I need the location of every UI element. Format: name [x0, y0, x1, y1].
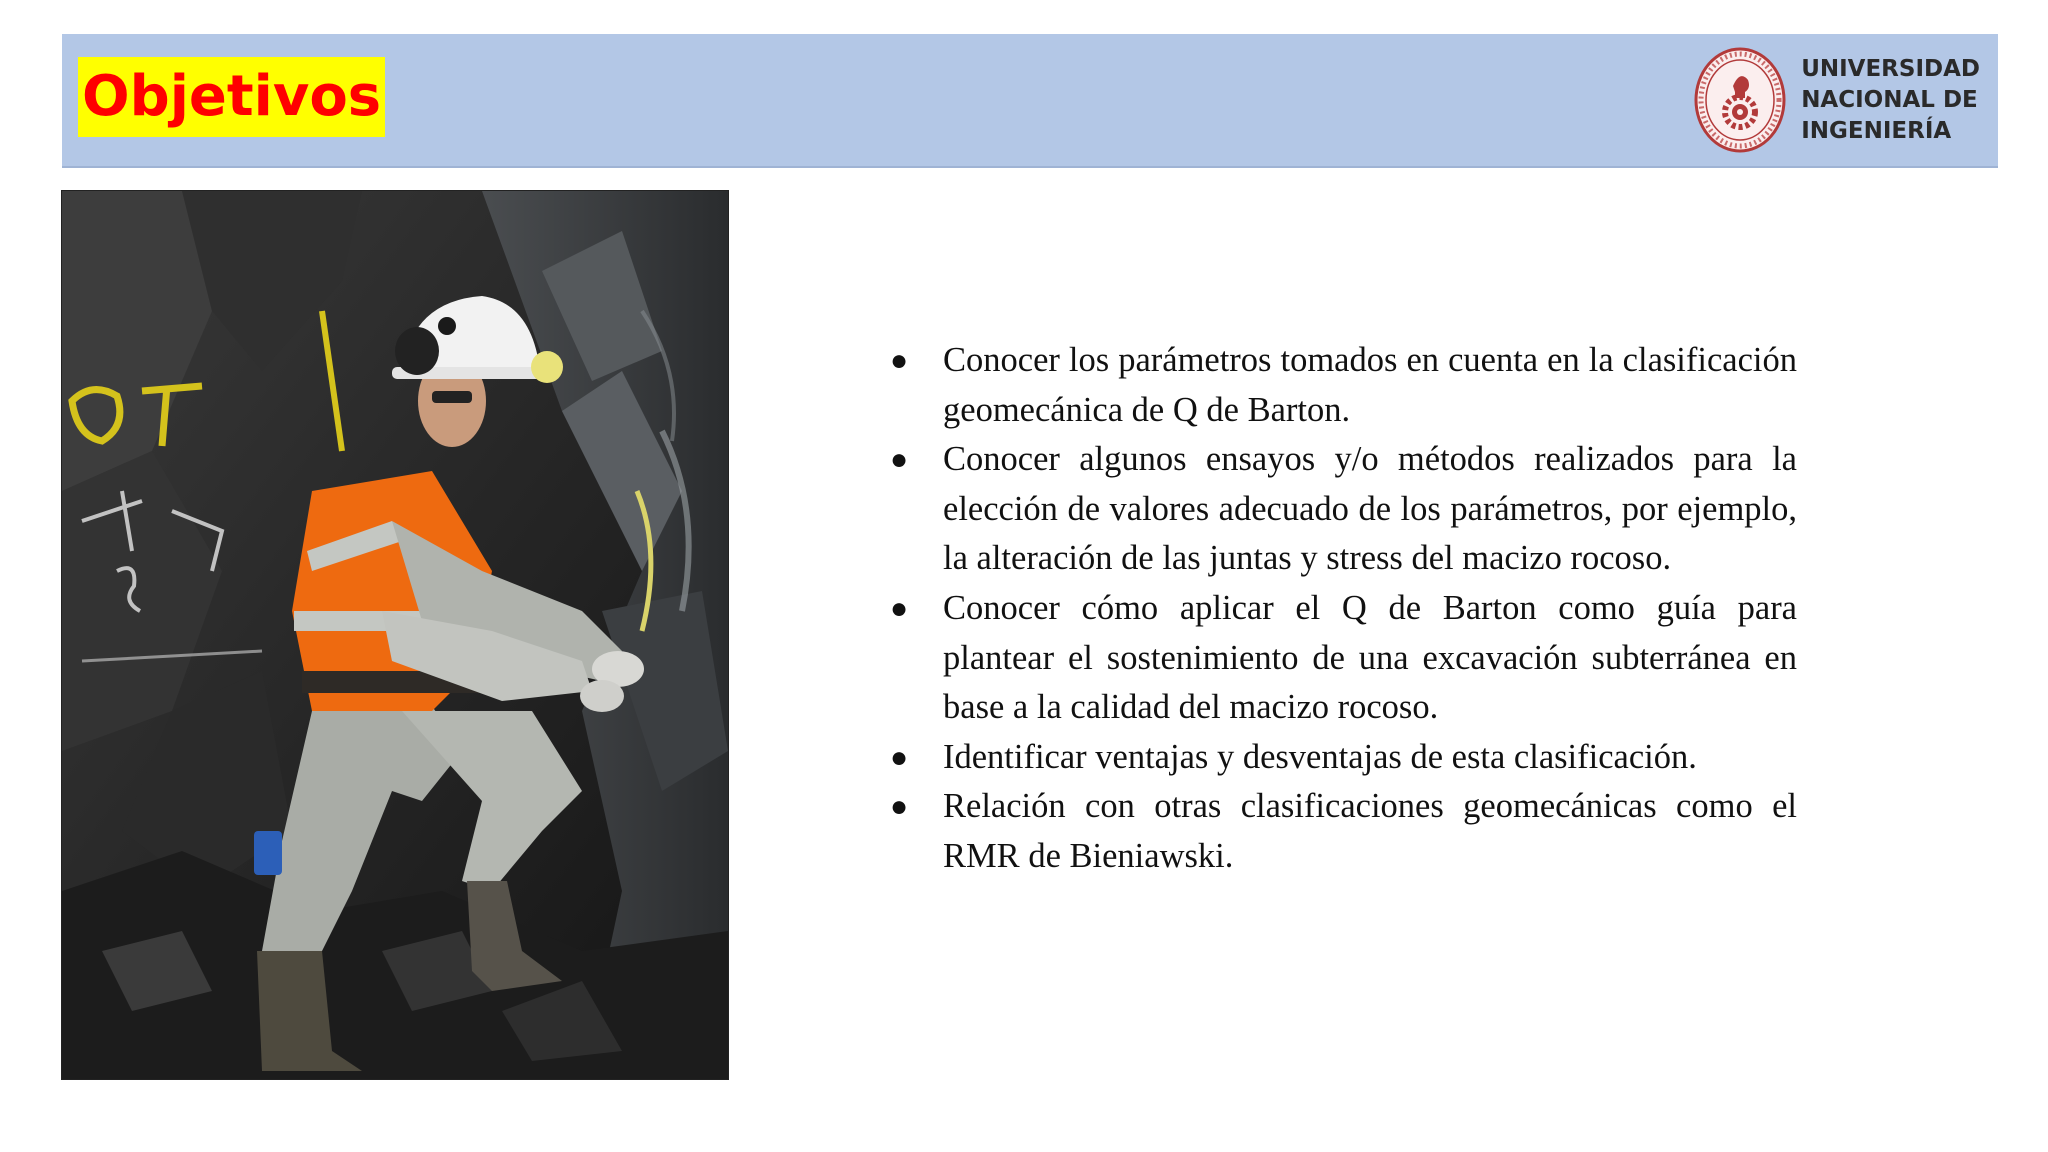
title-highlight: [78, 57, 385, 137]
header-bar: [62, 34, 1998, 168]
page-title: Objetivos: [82, 64, 382, 129]
bullet-icon: ●: [890, 344, 909, 377]
list-item-text: Conocer algunos ensayos y/o métodos realizados para la elección de valores adecuado de los parámetros, por ejemplo, la alteración de las juntas y stress del macizo rocoso.: [943, 440, 1797, 578]
list-item-text: Identificar ventajas y desventajas de esta clasificación.: [943, 737, 1697, 776]
bullet-icon: ●: [890, 740, 909, 774]
bullet-icon: ●: [890, 591, 909, 625]
logo-line-2: NACIONAL DE: [1801, 86, 1978, 113]
list-item: [880, 782, 1797, 881]
university-logo: [1693, 42, 1980, 158]
logo-line-3: INGENIERÍA: [1801, 117, 1952, 144]
list-item: [880, 733, 1797, 783]
miner-photo: [61, 190, 729, 1080]
list-item-text: Conocer los parámetros tomados en cuenta en la clasificación geomecánica de Q de Barton.: [943, 341, 1797, 429]
logo-line-1: UNIVERSIDAD: [1801, 55, 1980, 82]
list-item-text: Conocer cómo aplicar el Q de Barton como guía para plantear el sostenimiento de una excavación subterránea en base a la calidad del macizo rocoso.: [943, 588, 1797, 727]
list-item-text: Relación con otras clasificaciones geomecánicas como el RMR de Bieniawski.: [943, 787, 1797, 875]
miner-inspecting-rock-wall-photo: [62, 191, 728, 1079]
list-item: [880, 584, 1797, 733]
university-name: [1801, 54, 1980, 147]
bullet-icon: ●: [890, 790, 909, 824]
university-seal-icon: [1693, 46, 1787, 154]
bullet-icon: ●: [890, 443, 909, 477]
objectives-list: [880, 336, 1797, 882]
list-item: [880, 336, 1797, 435]
list-item: [880, 435, 1797, 584]
